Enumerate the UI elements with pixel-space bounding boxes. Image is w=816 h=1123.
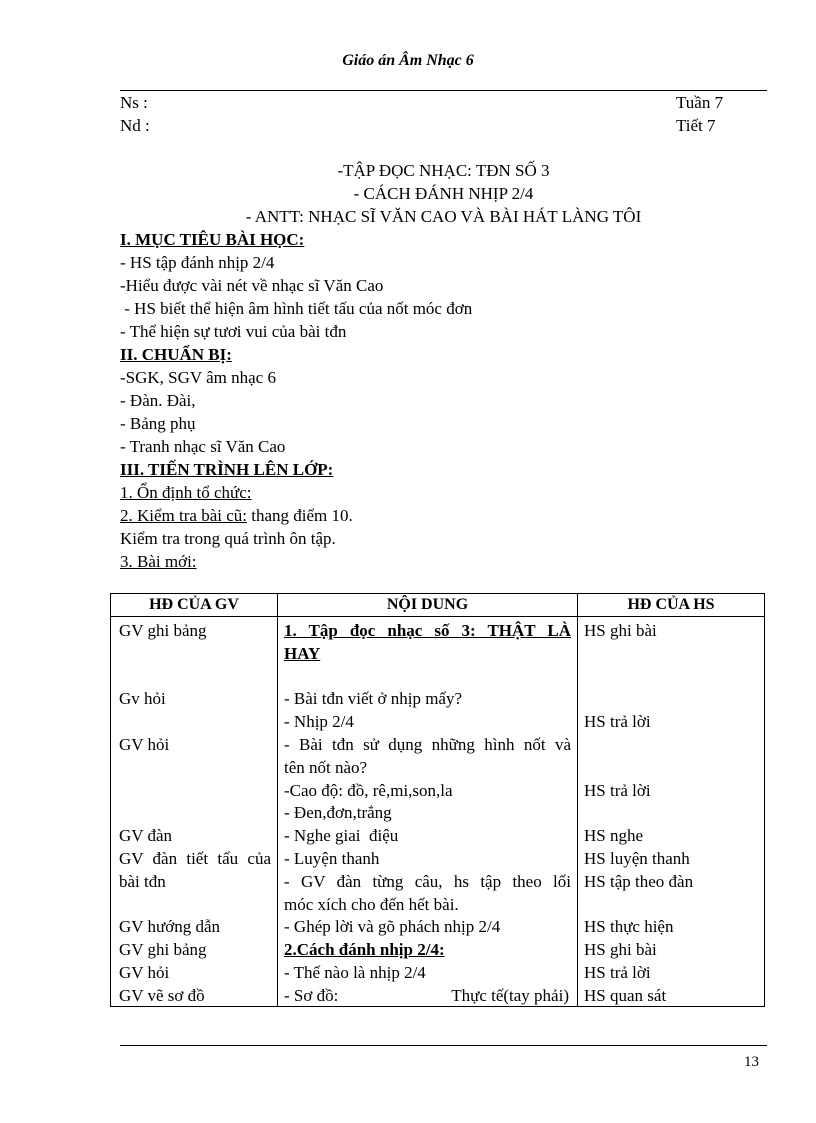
gv-cell: GV hướng dẫn — [119, 917, 220, 936]
section3-heading: III. TIẾN TRÌNH LÊN LỚP: — [120, 460, 334, 479]
content-heading: HAY — [284, 644, 321, 663]
hs-cell: HS ghi bài — [584, 621, 657, 640]
content-cell: - Nhịp 2/4 — [284, 712, 354, 731]
gv-cell: GV đàn tiết tấu của — [119, 849, 271, 868]
hs-cell: HS trả lời — [584, 781, 651, 800]
gv-cell: GV vẽ sơ đồ — [119, 986, 205, 1005]
week-label: Tuần 7 — [676, 93, 724, 112]
step2-note: Kiểm tra trong quá trình ôn tập. — [120, 529, 336, 548]
lesson-title-1: -TẬP ĐỌC NHẠC: TĐN SỐ 3 — [337, 161, 550, 180]
step2-label: 2. Kiểm tra bài cũ: — [120, 506, 247, 525]
content-cell: - Bài tđn sử dụng những hình nốt và — [284, 735, 571, 754]
footer-rule — [120, 1045, 767, 1046]
section1-item: - Thể hiện sự tươi vui của bài tđn — [120, 322, 347, 341]
step3-label: 3. Bài mới: — [120, 552, 197, 571]
hs-cell: HS trả lời — [584, 963, 651, 982]
lesson-title-2: - CÁCH ĐÁNH NHỊP 2/4 — [353, 184, 534, 203]
content-cell: - GV đàn từng câu, hs tập theo lối — [284, 872, 571, 891]
section2-item: - Tranh nhạc sĩ Văn Cao — [120, 437, 286, 456]
gv-column — [111, 617, 278, 1007]
hs-cell: HS trả lời — [584, 712, 651, 731]
page-number: 13 — [744, 1054, 759, 1070]
hs-cell: HS luyện thanh — [584, 849, 690, 868]
gv-cell: GV hỏi — [119, 963, 170, 982]
period-label: Tiết 7 — [676, 116, 716, 135]
nd-label: Nd : — [120, 116, 150, 135]
hs-cell: HS nghe — [584, 826, 644, 845]
content-heading: 1. Tập đọc nhạc số 3: THẬT LÀ — [284, 621, 571, 640]
ns-label: Ns : — [120, 93, 148, 112]
content-cell: -Cao độ: đồ, rê,mi,son,la — [284, 781, 453, 800]
hs-cell: HS quan sát — [584, 986, 667, 1005]
section2-item: - Bảng phụ — [120, 414, 196, 433]
content-column — [278, 617, 578, 1007]
content-heading: 2.Cách đánh nhịp 2/4: — [284, 940, 445, 959]
content-cell: - Sơ đồ: — [284, 986, 339, 1005]
section2-item: - Đàn. Đài, — [120, 391, 196, 410]
section1-item: - HS biết thể hiện âm hình tiết tấu của nốt móc đơn — [120, 299, 473, 318]
content-cell: - Thế nào là nhịp 2/4 — [284, 963, 426, 982]
section2-heading: II. CHUẨN BỊ: — [120, 345, 232, 364]
content-cell: - Nghe giai điệu — [284, 826, 399, 845]
header-rule — [120, 90, 767, 91]
gv-cell: Gv hỏi — [119, 689, 166, 708]
gv-cell: GV ghi bảng — [119, 621, 207, 640]
content-cell: tên nốt nào? — [284, 758, 368, 777]
content-cell: móc xích cho đến hết bài. — [284, 895, 459, 914]
hs-cell: HS ghi bài — [584, 940, 657, 959]
content-cell: - Bài tđn viết ở nhịp mấy? — [284, 689, 463, 708]
gv-cell: GV ghi bảng — [119, 940, 207, 959]
hs-cell: HS tập theo đàn — [584, 872, 694, 891]
header-title: Giáo án Âm Nhạc 6 — [342, 52, 474, 69]
content-cell: Thực tế(tay phải) — [451, 986, 569, 1005]
table-header-content: NỘI DUNG — [278, 594, 578, 617]
lesson-plan-table — [110, 593, 765, 1007]
table-header-gv: HĐ CỦA GV — [111, 594, 278, 617]
content-cell: - Đen,đơn,trắng — [284, 803, 392, 822]
content-cell: - Luyện thanh — [284, 849, 380, 868]
content-cell: - Ghép lời và gõ phách nhịp 2/4 — [284, 917, 501, 936]
section1-heading: I. MỤC TIÊU BÀI HỌC: — [120, 230, 305, 249]
section2-item: -SGK, SGV âm nhạc 6 — [120, 368, 276, 387]
section1-item: -Hiểu được vài nét về nhạc sĩ Văn Cao — [120, 276, 384, 295]
gv-cell: bài tđn — [119, 872, 166, 891]
step2-text: thang điểm 10. — [247, 506, 353, 525]
step1-label: 1. Ổn định tổ chức: — [120, 483, 252, 502]
hs-column — [578, 617, 765, 1007]
step2-line — [120, 505, 353, 527]
table-header-hs: HĐ CỦA HS — [578, 594, 765, 617]
lesson-title-3: - ANTT: NHẠC SĨ VĂN CAO VÀ BÀI HÁT LÀNG TÔI — [245, 207, 642, 226]
section1-item: - HS tập đánh nhịp 2/4 — [120, 253, 275, 272]
gv-cell: GV đàn — [119, 826, 173, 845]
gv-cell: GV hỏi — [119, 735, 170, 754]
hs-cell: HS thực hiện — [584, 917, 674, 936]
